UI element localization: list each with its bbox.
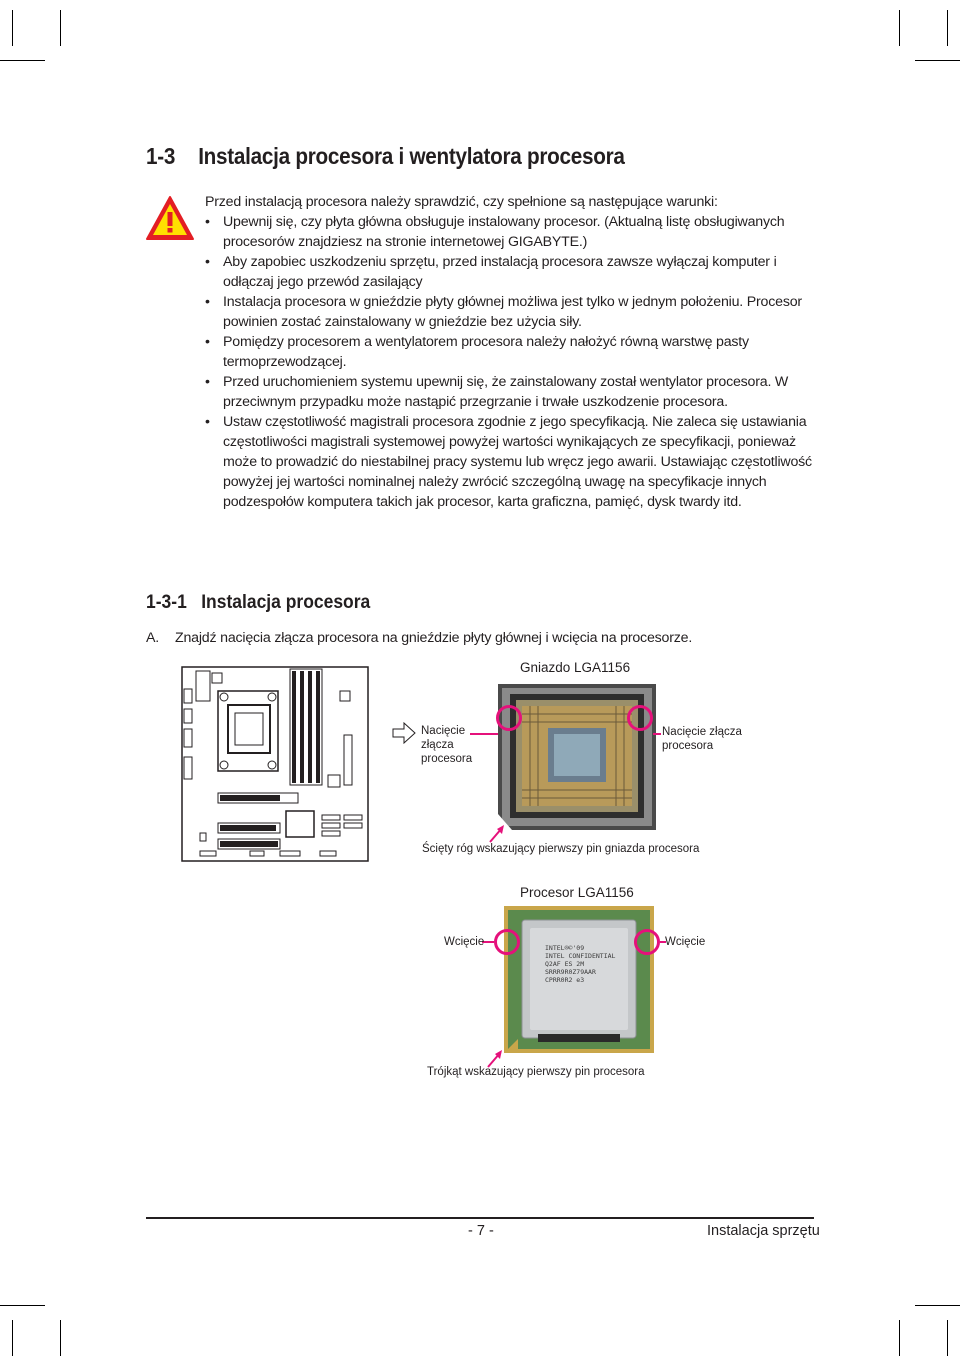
- bullet: •: [205, 414, 210, 430]
- cpu-title: Procesor LGA1156: [520, 885, 634, 900]
- crop-mark: [915, 1305, 960, 1306]
- bullet: •: [205, 214, 210, 230]
- crop-mark: [0, 1305, 45, 1306]
- step-label: A.: [146, 630, 160, 646]
- cpu-notch-label-right: Wcięcie: [665, 936, 706, 948]
- warning-triangle-icon: [145, 195, 195, 241]
- list-item: • Ustaw częstotliwość magistrali procesora zgodnie z jego specyfikacją. Nie zaleca się ustawiania częstotliwości magistrali systemowej powyżej wartości wynikających ze specyfikacji, ponieważ może to prowadzić do niestabilnej pracy systemu lub wręcz jego awarii. Ustawiając częstotliwość powyżej jej wartości nominalnej należy zwrócić szczególną uwagę na specyfikacje innych podzespołów komputera takich jak procesor, karta graficzna, pamięć, dysk twardy itd.: [205, 414, 812, 510]
- bullet: •: [205, 374, 210, 390]
- crop-mark: [899, 10, 900, 46]
- step-a: [146, 630, 692, 646]
- crop-mark: [915, 60, 960, 61]
- cpu-triangle-label: Trójkąt wskazujący pierwszy pin procesora: [427, 1066, 645, 1078]
- crop-mark: [899, 1320, 900, 1356]
- list-item: • Aby zapobiec uszkodzeniu sprzętu, przed instalacją procesora zawsze wyłączaj komputer i odłączaj jego przewód zasilający: [205, 254, 777, 290]
- page-number: - 7 -: [468, 1223, 494, 1239]
- footer-rule: [146, 1217, 814, 1219]
- section-title: Instalacja procesora i wentylatora procesora: [198, 143, 625, 169]
- list-item: • Przed uruchomieniem systemu upewnij się, że zainstalowany został wentylator procesora. W przeciwnym przypadku może nastąpić przegrzanie i trwałe uszkodzenie procesora.: [205, 374, 789, 410]
- socket-corner-label: Ścięty róg wskazujący pierwszy pin gniazda procesora: [422, 843, 700, 855]
- section-number: 1-3: [146, 143, 176, 169]
- list-item: • Upewnij się, czy płyta główna obsługuje instalowany procesor. (Aktualną listę obsługiwanych procesorów znajdziesz na stronie internetowej GIGABYTE.): [205, 214, 785, 250]
- socket-notch-marker-right: [627, 705, 653, 731]
- bullet: •: [205, 334, 210, 350]
- cpu-notch-marker-right: [634, 929, 660, 955]
- socket-title: Gniazdo LGA1156: [520, 660, 631, 675]
- footer-section: Instalacja sprzętu: [707, 1223, 820, 1239]
- cpu-marking: INTEL®©'09 INTEL CONFIDENTIAL Q2AF ES 2M SRRR9R0Z79AAR CPRR0R2 e3: [545, 944, 616, 984]
- step-text: Znajdź nacięcia złącza procesora na gnieździe płyty głównej i wcięcia na procesorze.: [175, 630, 693, 646]
- cpu-notch-label-left: Wcięcie: [444, 936, 485, 948]
- pointer-arrow-icon: [488, 824, 506, 844]
- crop-mark: [0, 60, 45, 61]
- crop-mark: [12, 1320, 13, 1356]
- arrow-right-icon: [392, 722, 416, 744]
- list-item: • Instalacja procesora w gnieździe płyty głównej możliwa jest tylko w jednym położeniu. Procesor powinien zostać zainstalowany w gnieździe bez użycia siły.: [205, 294, 802, 330]
- subsection-number: 1-3-1: [146, 592, 187, 613]
- crop-mark: [12, 10, 13, 46]
- list-item: • Pomiędzy procesorem a wentylatorem procesora należy nałożyć równą warstwę pasty termoprzewodzącej.: [205, 334, 749, 370]
- motherboard-diagram: [180, 665, 370, 863]
- subsection-title: Instalacja procesora: [201, 592, 371, 613]
- subsection-heading: [146, 592, 370, 614]
- pointer-line: [653, 733, 661, 735]
- crop-mark: [60, 10, 61, 46]
- warning-intro: Przed instalacją procesora należy sprawdzić, czy spełnione są następujące warunki:: [205, 194, 718, 210]
- cpu-notch-marker-left: [494, 929, 520, 955]
- socket-notch-label-right: Nacięcie złącza procesora: [662, 726, 742, 752]
- bullet: •: [205, 254, 210, 270]
- bullet: •: [205, 294, 210, 310]
- crop-mark: [947, 1320, 948, 1356]
- section-heading: [146, 143, 625, 170]
- crop-mark: [947, 10, 948, 46]
- crop-mark: [60, 1320, 61, 1356]
- socket-notch-label-left: Nacięcie złącza procesora: [421, 725, 473, 765]
- warning-list: [205, 212, 820, 512]
- socket-notch-marker-left: [496, 705, 522, 731]
